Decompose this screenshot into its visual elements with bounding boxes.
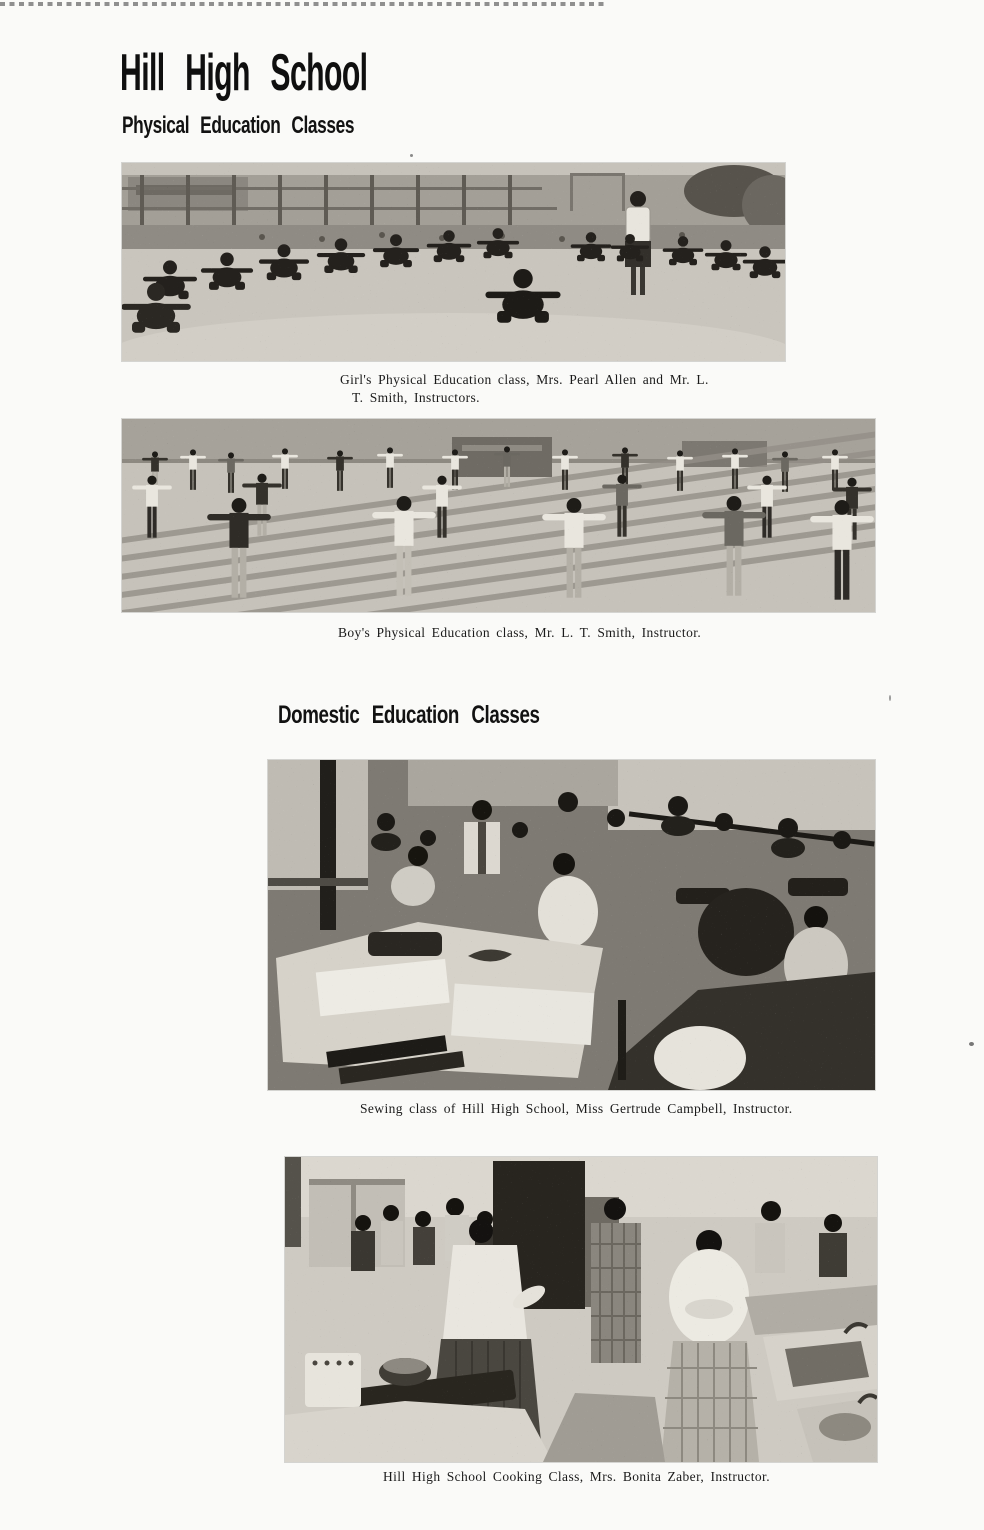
girls-pe-photo-illustration bbox=[122, 163, 785, 361]
sewing-class-caption: Sewing class of Hill High School, Miss Gertrude Campbell, Instructor. bbox=[360, 1101, 793, 1116]
girls-pe-caption-line-2: T. Smith, Instructors. bbox=[352, 390, 480, 405]
sewing-class-photo-illustration bbox=[268, 760, 875, 1090]
cooking-class-photo bbox=[285, 1157, 877, 1462]
scan-speck bbox=[969, 1042, 974, 1046]
grain-overlay bbox=[285, 1157, 877, 1462]
section-heading-physical-education: Physical Education Classes bbox=[122, 112, 355, 139]
scan-speck bbox=[410, 154, 413, 157]
top-dotted-rule bbox=[0, 2, 608, 6]
grain-overlay bbox=[122, 419, 875, 612]
section-heading-domestic-education: Domestic Education Classes bbox=[278, 701, 540, 729]
boys-pe-class-photo bbox=[122, 419, 875, 612]
grain-overlay bbox=[268, 760, 875, 1090]
cooking-class-photo-illustration bbox=[285, 1157, 877, 1462]
boys-pe-caption: Boy's Physical Education class, Mr. L. T. Smith, Instructor. bbox=[338, 625, 702, 640]
girls-pe-caption-line-1: Girl's Physical Education class, Mrs. Pearl Allen and Mr. L. bbox=[340, 372, 709, 387]
page-title: Hill High School bbox=[120, 44, 368, 102]
girls-pe-class-photo bbox=[122, 163, 785, 361]
grain-overlay bbox=[122, 163, 785, 361]
sewing-class-photo bbox=[268, 760, 875, 1090]
cooking-class-caption: Hill High School Cooking Class, Mrs. Bonita Zaber, Instructor. bbox=[383, 1469, 770, 1484]
scan-speck bbox=[889, 695, 891, 701]
boys-pe-photo-illustration bbox=[122, 419, 875, 612]
